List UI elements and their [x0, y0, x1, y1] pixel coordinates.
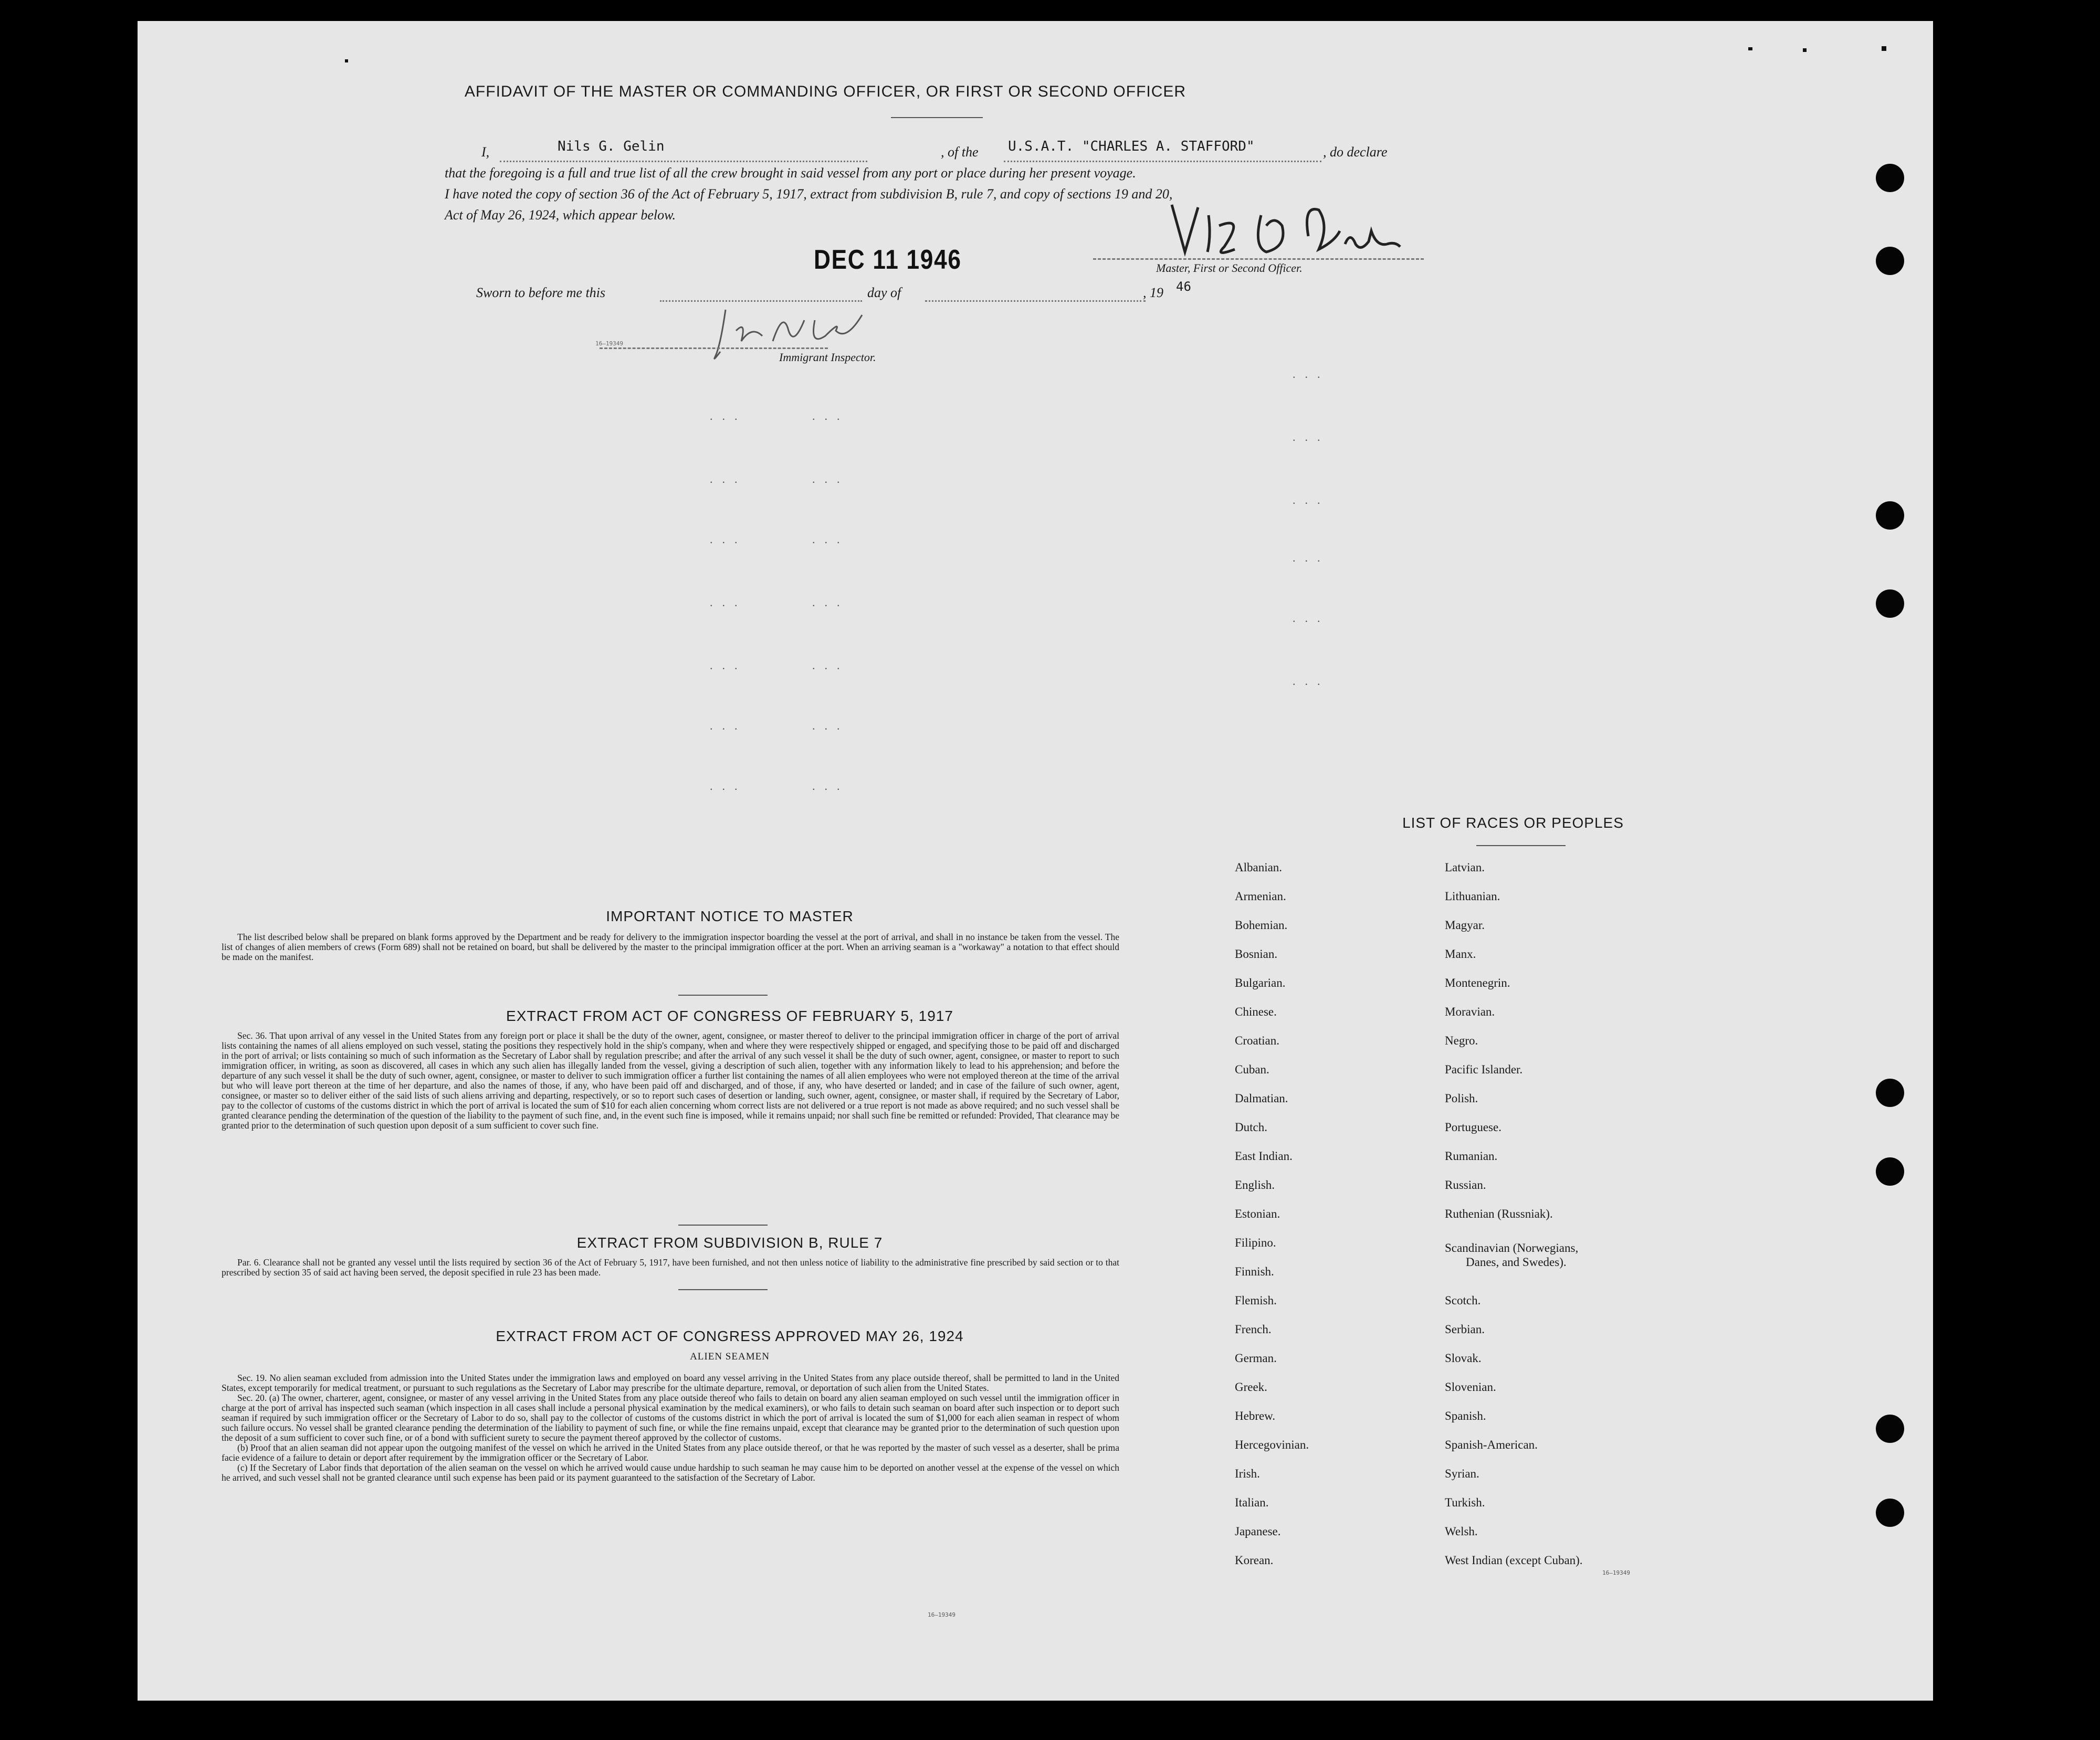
date-stamp: DEC 11 1946	[814, 245, 962, 275]
inspector-line	[600, 347, 828, 349]
punch-hole	[1876, 501, 1904, 530]
race-item: Chinese.	[1235, 1005, 1277, 1018]
affidavit-line-3: I have noted the copy of section 36 of the Act of February 5, 1917, extract from subdivision B, rule 7, and copy of sections 19 and 20,	[445, 186, 1173, 202]
master-name: Nils G. Gelin	[558, 139, 665, 154]
signature-caption: Master, First or Second Officer.	[1156, 261, 1303, 275]
faint-dots: ...	[710, 659, 747, 672]
race-item: Cuban.	[1235, 1063, 1269, 1076]
year-prefix: , 19	[1143, 285, 1163, 300]
race-item: Korean.	[1235, 1554, 1274, 1567]
faint-dots: ...	[710, 472, 747, 486]
faint-dots: ...	[1293, 611, 1330, 625]
race-item: Syrian.	[1445, 1467, 1479, 1480]
race-item: Lithuanian.	[1445, 890, 1500, 903]
race-item: Scotch.	[1445, 1294, 1481, 1307]
vessel-name: U.S.A.T. "CHARLES A. STAFFORD"	[1008, 139, 1255, 154]
race-item: Bohemian.	[1235, 919, 1288, 932]
name-line	[500, 161, 867, 162]
faint-dots: ...	[812, 719, 849, 732]
scan-speck	[1803, 48, 1807, 52]
act1924-body	[222, 1373, 1119, 1483]
form-number-top: 16—19349	[595, 340, 623, 347]
race-item: Finnish.	[1235, 1265, 1274, 1278]
signature-line	[1093, 258, 1424, 260]
faint-dots: ...	[710, 779, 747, 793]
form-number-races: 16—19349	[1602, 1569, 1630, 1576]
race-item: Spanish.	[1445, 1409, 1486, 1422]
inspector-caption: Immigrant Inspector.	[779, 351, 876, 364]
faint-dots: ...	[812, 409, 849, 423]
scan-speck	[1748, 47, 1752, 50]
race-item-continuation: Danes, and Swedes).	[1466, 1256, 1567, 1269]
race-item: Irish.	[1235, 1467, 1260, 1480]
punch-hole	[1876, 164, 1904, 192]
act1917-rule	[678, 1225, 768, 1226]
subdivision-body	[222, 1258, 1119, 1278]
race-item: Filipino.	[1235, 1236, 1276, 1249]
race-item: Hercegovinian.	[1235, 1438, 1309, 1451]
race-item: Latvian.	[1445, 861, 1485, 874]
race-item: Bosnian.	[1235, 947, 1278, 961]
affidavit-line-4: Act of May 26, 1924, which appear below.	[445, 207, 676, 223]
race-item: Dutch.	[1235, 1121, 1267, 1134]
race-item: Portuguese.	[1445, 1121, 1502, 1134]
punch-hole	[1876, 1157, 1904, 1186]
faint-dots: ...	[812, 533, 849, 546]
punch-hole	[1876, 1415, 1904, 1443]
subdivision-text: Par. 6. Clearance shall not be granted any vessel until the lists required by section 36 of the Act of February 5, 1917, have been furnished, and not then unless notice of liability to the administrative fine prescribed by said section or to that prescribed by section 35 of said act having been served, the deposit specified in rule 23 has been made.	[222, 1257, 1119, 1278]
faint-dots: ...	[1293, 367, 1330, 381]
race-item: Serbian.	[1445, 1323, 1485, 1336]
act1924-sec20a: Sec. 20. (a) The owner, charterer, agent, consignee, or master of any vessel arriving in the United States from any place outside thereof who fails to detain on board any alien seaman employed on such vessel until the immigration officer in charge at the port of arrival has inspected such seaman (which inspection in all cases shall include a personal physical examination by the medical examiners), or who fails to detain such seaman on board after such inspection or to deport such seaman if required by such immigration officer or the Secretary of Labor to do so, shall pay to the collector of customs of the customs district in which the port of arrival is located the sum of $1,000 for each alien seaman in respect of whom such failure occurs. No vessel shall be granted clearance pending the determination of the liability to payment of such fine, or while the fine remains unpaid, except that clearance may be granted prior to the determination of such question upon the deposit of a sum sufficient to cover such fine, or of a bond with sufficient surety to secure the payment thereof approved by the collector of customs.	[222, 1393, 1119, 1443]
act1924-sec20c: (c) If the Secretary of Labor finds that deportation of the alien seaman on the vessel on which he arrived would cause undue hardship to such seaman he may cause him to be deported on another vessel at the expense of the vessel on which he arrived, and such vessel shall not be granted clearance until such expense has been paid or its payment guaranteed to the satisfaction of the Secretary of Labor.	[222, 1462, 1119, 1483]
race-item: Negro.	[1445, 1034, 1478, 1047]
race-item: Dalmatian.	[1235, 1092, 1288, 1105]
act1917-body	[222, 1031, 1119, 1131]
act1924-sec19: Sec. 19. No alien seaman excluded from admission into the United States under the immigration laws and employed on board any vessel arriving in the United States from any place outside thereof, shall be permitted to land in the United States, except temporarily for medical treatment, or pursuant to such regulations as the Secretary of Labor may prescribe for the ultimate departure, removal, or deportation of such alien from the United States.	[222, 1373, 1119, 1393]
do-declare-label: , do declare	[1323, 144, 1388, 160]
race-item: Estonian.	[1235, 1207, 1280, 1220]
scan-speck	[345, 59, 348, 62]
act1924-sec20b: (b) Proof that an alien seaman did not appear upon the outgoing manifest of the vessel on which he arrived in the United States from any place outside thereof, or that he was reported by the master of such vessel as a deserter, shall be prima facie evidence of a failure to detain or deport after requirement by the immigration officer or the Secretary of Labor.	[222, 1442, 1119, 1463]
race-item: Greek.	[1235, 1380, 1267, 1394]
faint-dots: ...	[812, 659, 849, 672]
race-item: Albanian.	[1235, 861, 1283, 874]
faint-dots: ...	[710, 596, 747, 609]
race-item: English.	[1235, 1178, 1275, 1191]
race-item: Japanese.	[1235, 1525, 1281, 1538]
race-item: West Indian (except Cuban).	[1445, 1554, 1583, 1567]
race-item: Montenegrin.	[1445, 976, 1510, 989]
race-item: Polish.	[1445, 1092, 1478, 1105]
vessel-line	[1004, 161, 1321, 162]
race-item: Russian.	[1445, 1178, 1486, 1191]
race-item: Flemish.	[1235, 1294, 1277, 1307]
race-item: Ruthenian (Russniak).	[1445, 1207, 1553, 1220]
race-item: Rumanian.	[1445, 1150, 1498, 1163]
sworn-month-line	[925, 300, 1146, 302]
race-item: Croatian.	[1235, 1034, 1279, 1047]
race-item: Turkish.	[1445, 1496, 1485, 1509]
faint-dots: ...	[1293, 674, 1330, 688]
punch-hole	[1876, 1499, 1904, 1527]
notice-text: The list described below shall be prepared on blank forms approved by the Department and be ready for delivery to the immigration inspector boarding the vessel at the port of arrival, and shall in no instance be taken from the vessel. The list of changes of alien members of crews (Form 689) shall not be retained on board, but shall be delivered by the master to the principal immigration officer at the port. When an arriving seaman is a "workaway" a notation to that effect should be made on the manifest.	[222, 932, 1119, 962]
faint-dots: ...	[710, 409, 747, 423]
scan-speck	[1882, 46, 1886, 51]
day-of-label: day of	[867, 285, 901, 300]
faint-dots: ...	[710, 533, 747, 546]
subdivision-title: EXTRACT FROM SUBDIVISION B, RULE 7	[576, 1235, 883, 1251]
notice-title: IMPORTANT NOTICE TO MASTER	[606, 908, 854, 924]
form-number-bottom: 16—19349	[928, 1611, 956, 1618]
affidavit-line-2: that the foregoing is a full and true list of all the crew brought in said vessel from any port or place during her present voyage.	[445, 165, 1136, 181]
races-title: LIST OF RACES OR PEOPLES	[1402, 815, 1624, 831]
race-item: Pacific Islander.	[1445, 1063, 1523, 1076]
faint-dots: ...	[1293, 493, 1330, 507]
subdivision-rule	[678, 1289, 768, 1290]
document-page	[138, 21, 1933, 1701]
title-rule	[891, 117, 983, 118]
faint-dots: ...	[1293, 430, 1330, 444]
year-value: 46	[1176, 279, 1191, 294]
race-item: Slovak.	[1445, 1352, 1482, 1365]
race-item: Welsh.	[1445, 1525, 1478, 1538]
race-item: East Indian.	[1235, 1150, 1293, 1163]
punch-hole	[1876, 589, 1904, 618]
punch-hole	[1876, 247, 1904, 275]
i-label: I,	[481, 144, 490, 160]
act1924-title: EXTRACT FROM ACT OF CONGRESS APPROVED MAY 26, 1924	[496, 1328, 964, 1344]
race-item: Italian.	[1235, 1496, 1269, 1509]
race-item: Slovenian.	[1445, 1380, 1496, 1394]
race-item: French.	[1235, 1323, 1272, 1336]
faint-dots: ...	[710, 719, 747, 732]
race-item: Armenian.	[1235, 890, 1286, 903]
race-item: Manx.	[1445, 947, 1476, 961]
race-item: Hebrew.	[1235, 1409, 1276, 1422]
race-item: Spanish-American.	[1445, 1438, 1538, 1451]
punch-hole	[1876, 1079, 1904, 1107]
act1917-text: Sec. 36. That upon arrival of any vessel in the United States from any foreign port or place it shall be the duty of the owner, agent, consignee, or master thereof to deliver to the principal immigration officer in charge of the port of arrival lists containing the names of all aliens employed on such vessel, stating the positions they respectively hold in the ship's company, when and where they were respectively shipped or engaged, and specifying those to be paid off and discharged in the port of arrival; or lists containing so much of such information as the Secretary of Labor shall by regulation prescribe; and after the arrival of any such vessel it shall be the duty of such owner, agent, consignee, or master to report to such immigration officer, in writing, as soon as discovered, all cases in which any such alien has illegally landed from the vessel, giving a description of such alien, together with any information likely to lead to his apprehension; and before the departure of any such vessel it shall be the duty of such owner, agent, consignee, or master to deliver to such immigration officer a further list containing the names of all alien employees who were not employed thereon at the time of the arrival but who will leave port thereon at the time of her departure, and also the names of those, if any, who have been paid off and discharged, and of those, if any, who have deserted or landed; and in case of the failure of such owner, agent, consignee, or master so to deliver either of the said lists of such aliens arriving and departing, respectively, or so to report such cases of desertion or landing, such owner, agent, consignee, or master shall, if required by the Secretary of Labor, pay to the collector of customs of the customs district in which the port of arrival is located the sum of $10 for each alien concerning whom correct lists are not delivered or a true report is not made as above required; and no such vessel shall be granted clearance pending the determination of the question of the liability to the payment of such fine, and, in the event such fine is imposed, while it remains unpaid; nor shall such fine be remitted or refunded: Provided, That clearance may be granted prior to the determination of such question upon deposit of a sum sufficient to cover such fine.	[222, 1030, 1119, 1131]
race-item: Bulgarian.	[1235, 976, 1286, 989]
faint-dots: ...	[812, 779, 849, 793]
race-item: Magyar.	[1445, 919, 1485, 932]
races-rule	[1476, 845, 1566, 846]
notice-body	[222, 932, 1119, 962]
race-item: German.	[1235, 1352, 1277, 1365]
faint-dots: ...	[1293, 551, 1330, 564]
act1924-subtitle: ALIEN SEAMEN	[690, 1351, 770, 1362]
act1917-title: EXTRACT FROM ACT OF CONGRESS OF FEBRUARY 5, 1917	[506, 1008, 953, 1024]
race-item: Moravian.	[1445, 1005, 1495, 1018]
faint-dots: ...	[812, 596, 849, 609]
race-item: Scandinavian (Norwegians,	[1445, 1241, 1579, 1254]
notice-rule	[678, 995, 768, 996]
sworn-label: Sworn to before me this	[476, 285, 606, 300]
of-the-label: , of the	[941, 144, 979, 160]
faint-dots: ...	[812, 472, 849, 486]
affidavit-title: AFFIDAVIT OF THE MASTER OR COMMANDING OFFICER, OR FIRST OR SECOND OFFICER	[464, 83, 1186, 100]
